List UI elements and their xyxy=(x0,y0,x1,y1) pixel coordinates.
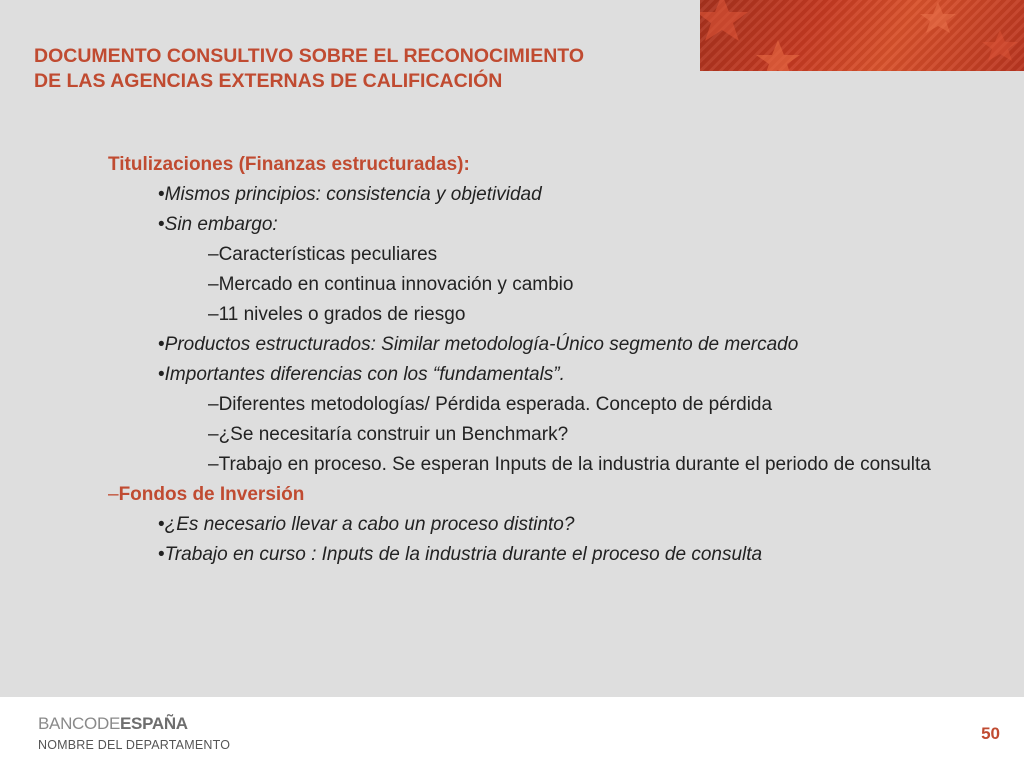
department-name: NOMBRE DEL DEPARTAMENTO xyxy=(38,738,231,752)
bullet-glyph: • xyxy=(158,364,165,385)
bullet-text: Trabajo en curso : Inputs de la industria durante el proceso de consulta xyxy=(164,544,763,565)
section-heading-text: Fondos de Inversión xyxy=(118,484,305,505)
sub-item-text: Trabajo en proceso. Se esperan Inputs de la industria durante el periodo de consulta xyxy=(218,454,931,475)
section-heading-fondos xyxy=(108,483,998,507)
dash-glyph: – xyxy=(208,394,219,415)
slide-title-line-2: DE LAS AGENCIAS EXTERNAS DE CALIFICACIÓN xyxy=(34,70,503,92)
sub-item-text: Características peculiares xyxy=(218,244,438,265)
dash-glyph: – xyxy=(208,424,219,445)
bullet-item xyxy=(158,543,998,567)
bullet-glyph: • xyxy=(158,334,165,355)
bullet-text: Sin embargo: xyxy=(164,214,278,235)
sub-item xyxy=(208,423,998,447)
sub-item xyxy=(208,243,998,267)
slide-title xyxy=(34,44,694,94)
dash-glyph: – xyxy=(108,484,119,505)
logo-text-espana: ESPAÑA xyxy=(120,714,188,733)
sub-item-text: 11 niveles o grados de riesgo xyxy=(218,304,466,325)
bullet-item xyxy=(158,333,998,357)
sub-item xyxy=(208,453,998,477)
bullet-text: Importantes diferencias con los “fundamentals”. xyxy=(164,364,565,385)
logo-text-de: DE xyxy=(96,714,120,733)
bullet-text: Mismos principios: consistencia y objetividad xyxy=(164,184,542,205)
section-heading-titulizaciones: Titulizaciones (Finanzas estructuradas): xyxy=(108,154,470,175)
dash-glyph: – xyxy=(208,454,219,475)
bullet-glyph: • xyxy=(158,214,165,235)
star-icon xyxy=(700,0,1024,71)
bullet-item xyxy=(158,363,998,387)
sub-item xyxy=(208,393,998,417)
sub-item-text: Mercado en continua innovación y cambio xyxy=(218,274,574,295)
sub-item-text: ¿Se necesitaría construir un Benchmark? xyxy=(218,424,569,445)
page-number: 50 xyxy=(981,724,1000,743)
bullet-text: Productos estructurados: Similar metodología-Único segmento de mercado xyxy=(164,334,799,355)
bullet-glyph: • xyxy=(158,184,165,205)
slide-title-line-1: DOCUMENTO CONSULTIVO SOBRE EL RECONOCIMIENTO xyxy=(34,45,585,67)
bullet-item xyxy=(158,213,998,237)
dash-glyph: – xyxy=(208,244,219,265)
sub-item xyxy=(208,273,998,297)
bullet-item xyxy=(158,513,998,537)
bullet-glyph: • xyxy=(158,514,165,535)
sub-item xyxy=(208,303,998,327)
logo-text-banco: BANCO xyxy=(38,714,97,733)
bullet-item xyxy=(158,183,998,207)
flag-banner-image xyxy=(700,0,1024,71)
sub-item-text: Diferentes metodologías/ Pérdida esperada. Concepto de pérdida xyxy=(218,394,773,415)
banco-de-espana-logo xyxy=(38,714,188,734)
dash-glyph: – xyxy=(208,304,219,325)
slide-content xyxy=(108,153,998,573)
bullet-text: ¿Es necesario llevar a cabo un proceso distinto? xyxy=(164,514,575,535)
dash-glyph: – xyxy=(208,274,219,295)
bullet-glyph: • xyxy=(158,544,165,565)
